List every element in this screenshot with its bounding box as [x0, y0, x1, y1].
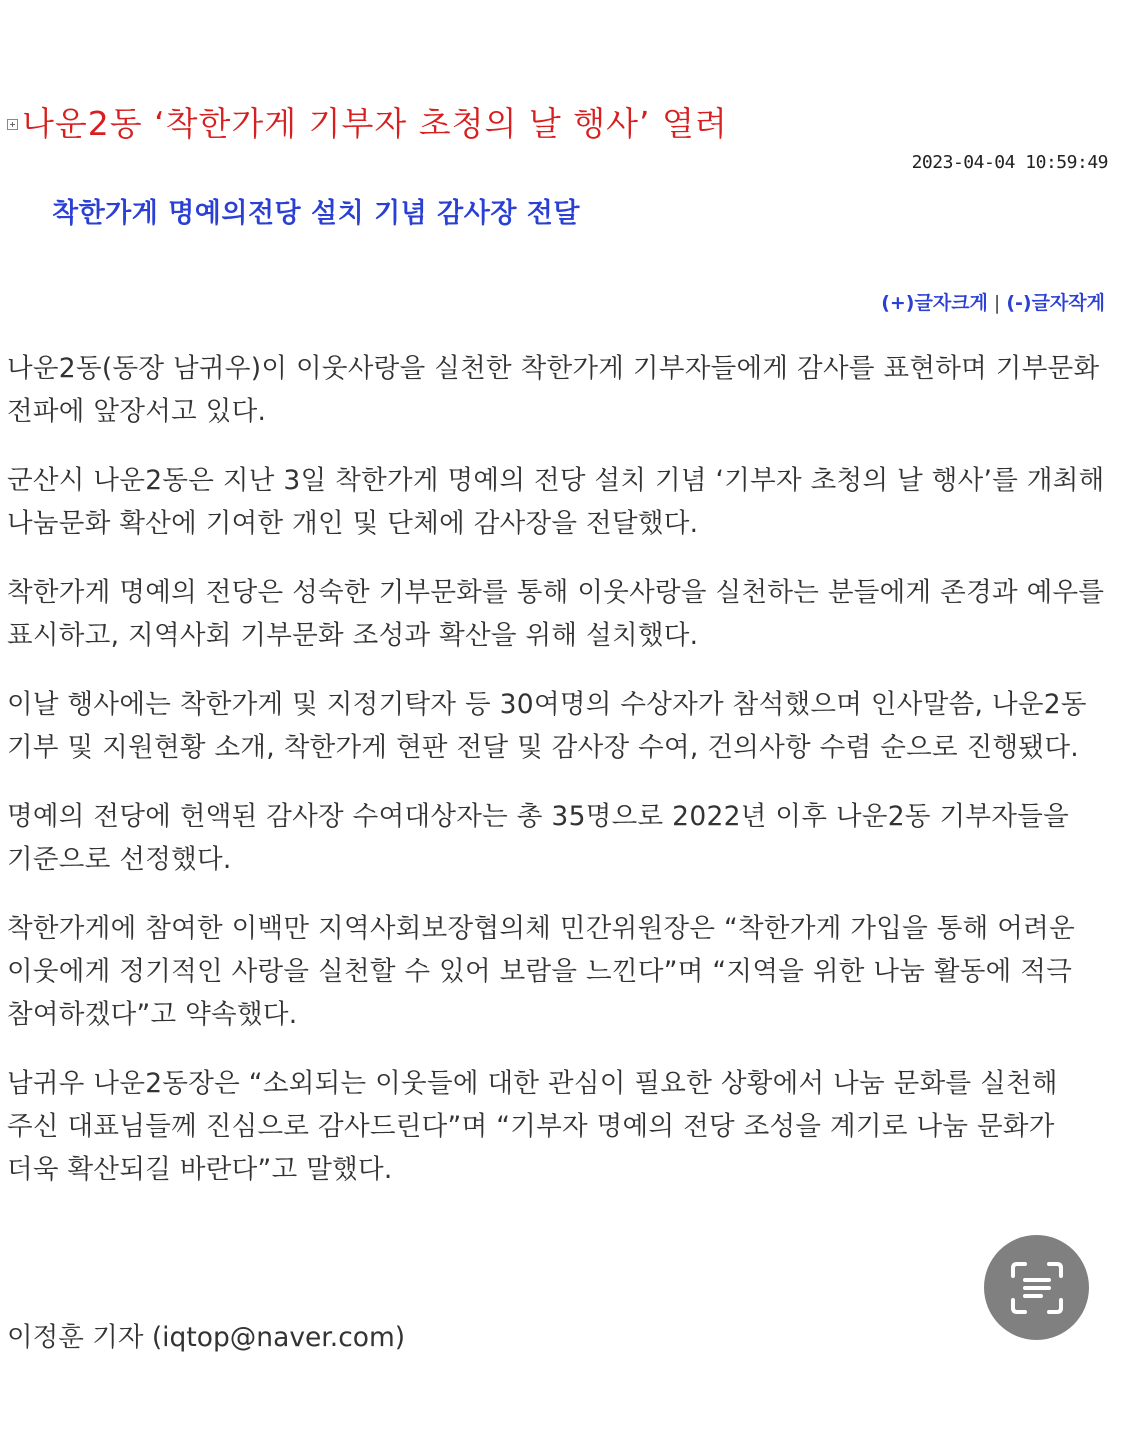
title-row	[7, 98, 728, 145]
article-paragraph: 나운2동(동장 남귀우)이 이웃사랑을 실천한 착한가게 기부자들에게 감사를 표현하며 기부문화 전파에 앞장서고 있다.	[7, 353, 1100, 427]
article-body	[7, 347, 1105, 1217]
article-paragraph: 명예의 전당에 헌액된 감사장 수여대상자는 총 35명으로 2022년 이후 나운2동 기부자들을 기준으로 선정했다.	[7, 801, 1070, 875]
plus-box-icon[interactable]	[7, 119, 18, 130]
article-paragraph: 착한가게에 참여한 이백만 지역사회보장협의체 민간위원장은 “착한가게 가입을 통해 어려운 이웃에게 정기적인 사랑을 실천할 수 있어 보람을 느낀다”며 “지역을 위한 나눔 활동에 적극 참여하겠다”고 약속했다.	[7, 913, 1075, 1030]
font-controls-separator: |	[993, 292, 1001, 314]
font-increase-link[interactable]: (+)글자크게	[881, 292, 988, 314]
article-byline: 이정훈 기자 (iqtop@naver.com)	[7, 1322, 406, 1353]
text-scan-icon	[1007, 1258, 1067, 1318]
text-scan-button[interactable]	[984, 1235, 1089, 1340]
article-paragraph: 남귀우 나운2동장은 “소외되는 이웃들에 대한 관심이 필요한 상황에서 나눔 문화를 실천해 주신 대표님들께 진심으로 감사드린다”며 “기부자 명예의 전당 조성을 계기로 나눔 문화가 더욱 확산되길 바란다”고 말했다.	[7, 1068, 1058, 1185]
article-datetime: 2023-04-04 10:59:49	[911, 152, 1108, 173]
font-size-controls	[881, 288, 1105, 315]
article-title: 나운2동 ‘착한가게 기부자 초청의 날 행사’ 열려	[22, 104, 728, 143]
article-subtitle: 착한가게 명예의전당 설치 기념 감사장 전달	[52, 198, 580, 229]
article-paragraph: 착한가게 명예의 전당은 성숙한 기부문화를 통해 이웃사랑을 실천하는 분들에게 존경과 예우를 표시하고, 지역사회 기부문화 조성과 확산을 위해 설치했다.	[7, 577, 1105, 651]
article-paragraph: 군산시 나운2동은 지난 3일 착한가게 명예의 전당 설치 기념 ‘기부자 초청의 날 행사’를 개최해 나눔문화 확산에 기여한 개인 및 단체에 감사장을 전달했다.	[7, 465, 1105, 539]
font-decrease-link[interactable]: (-)글자작게	[1006, 292, 1105, 314]
article-paragraph: 이날 행사에는 착한가게 및 지정기탁자 등 30여명의 수상자가 참석했으며 인사말씀, 나운2동 기부 및 지원현황 소개, 착한가게 현판 전달 및 감사장 수여, 건의사항 수렴 순으로 진행됐다.	[7, 689, 1087, 763]
